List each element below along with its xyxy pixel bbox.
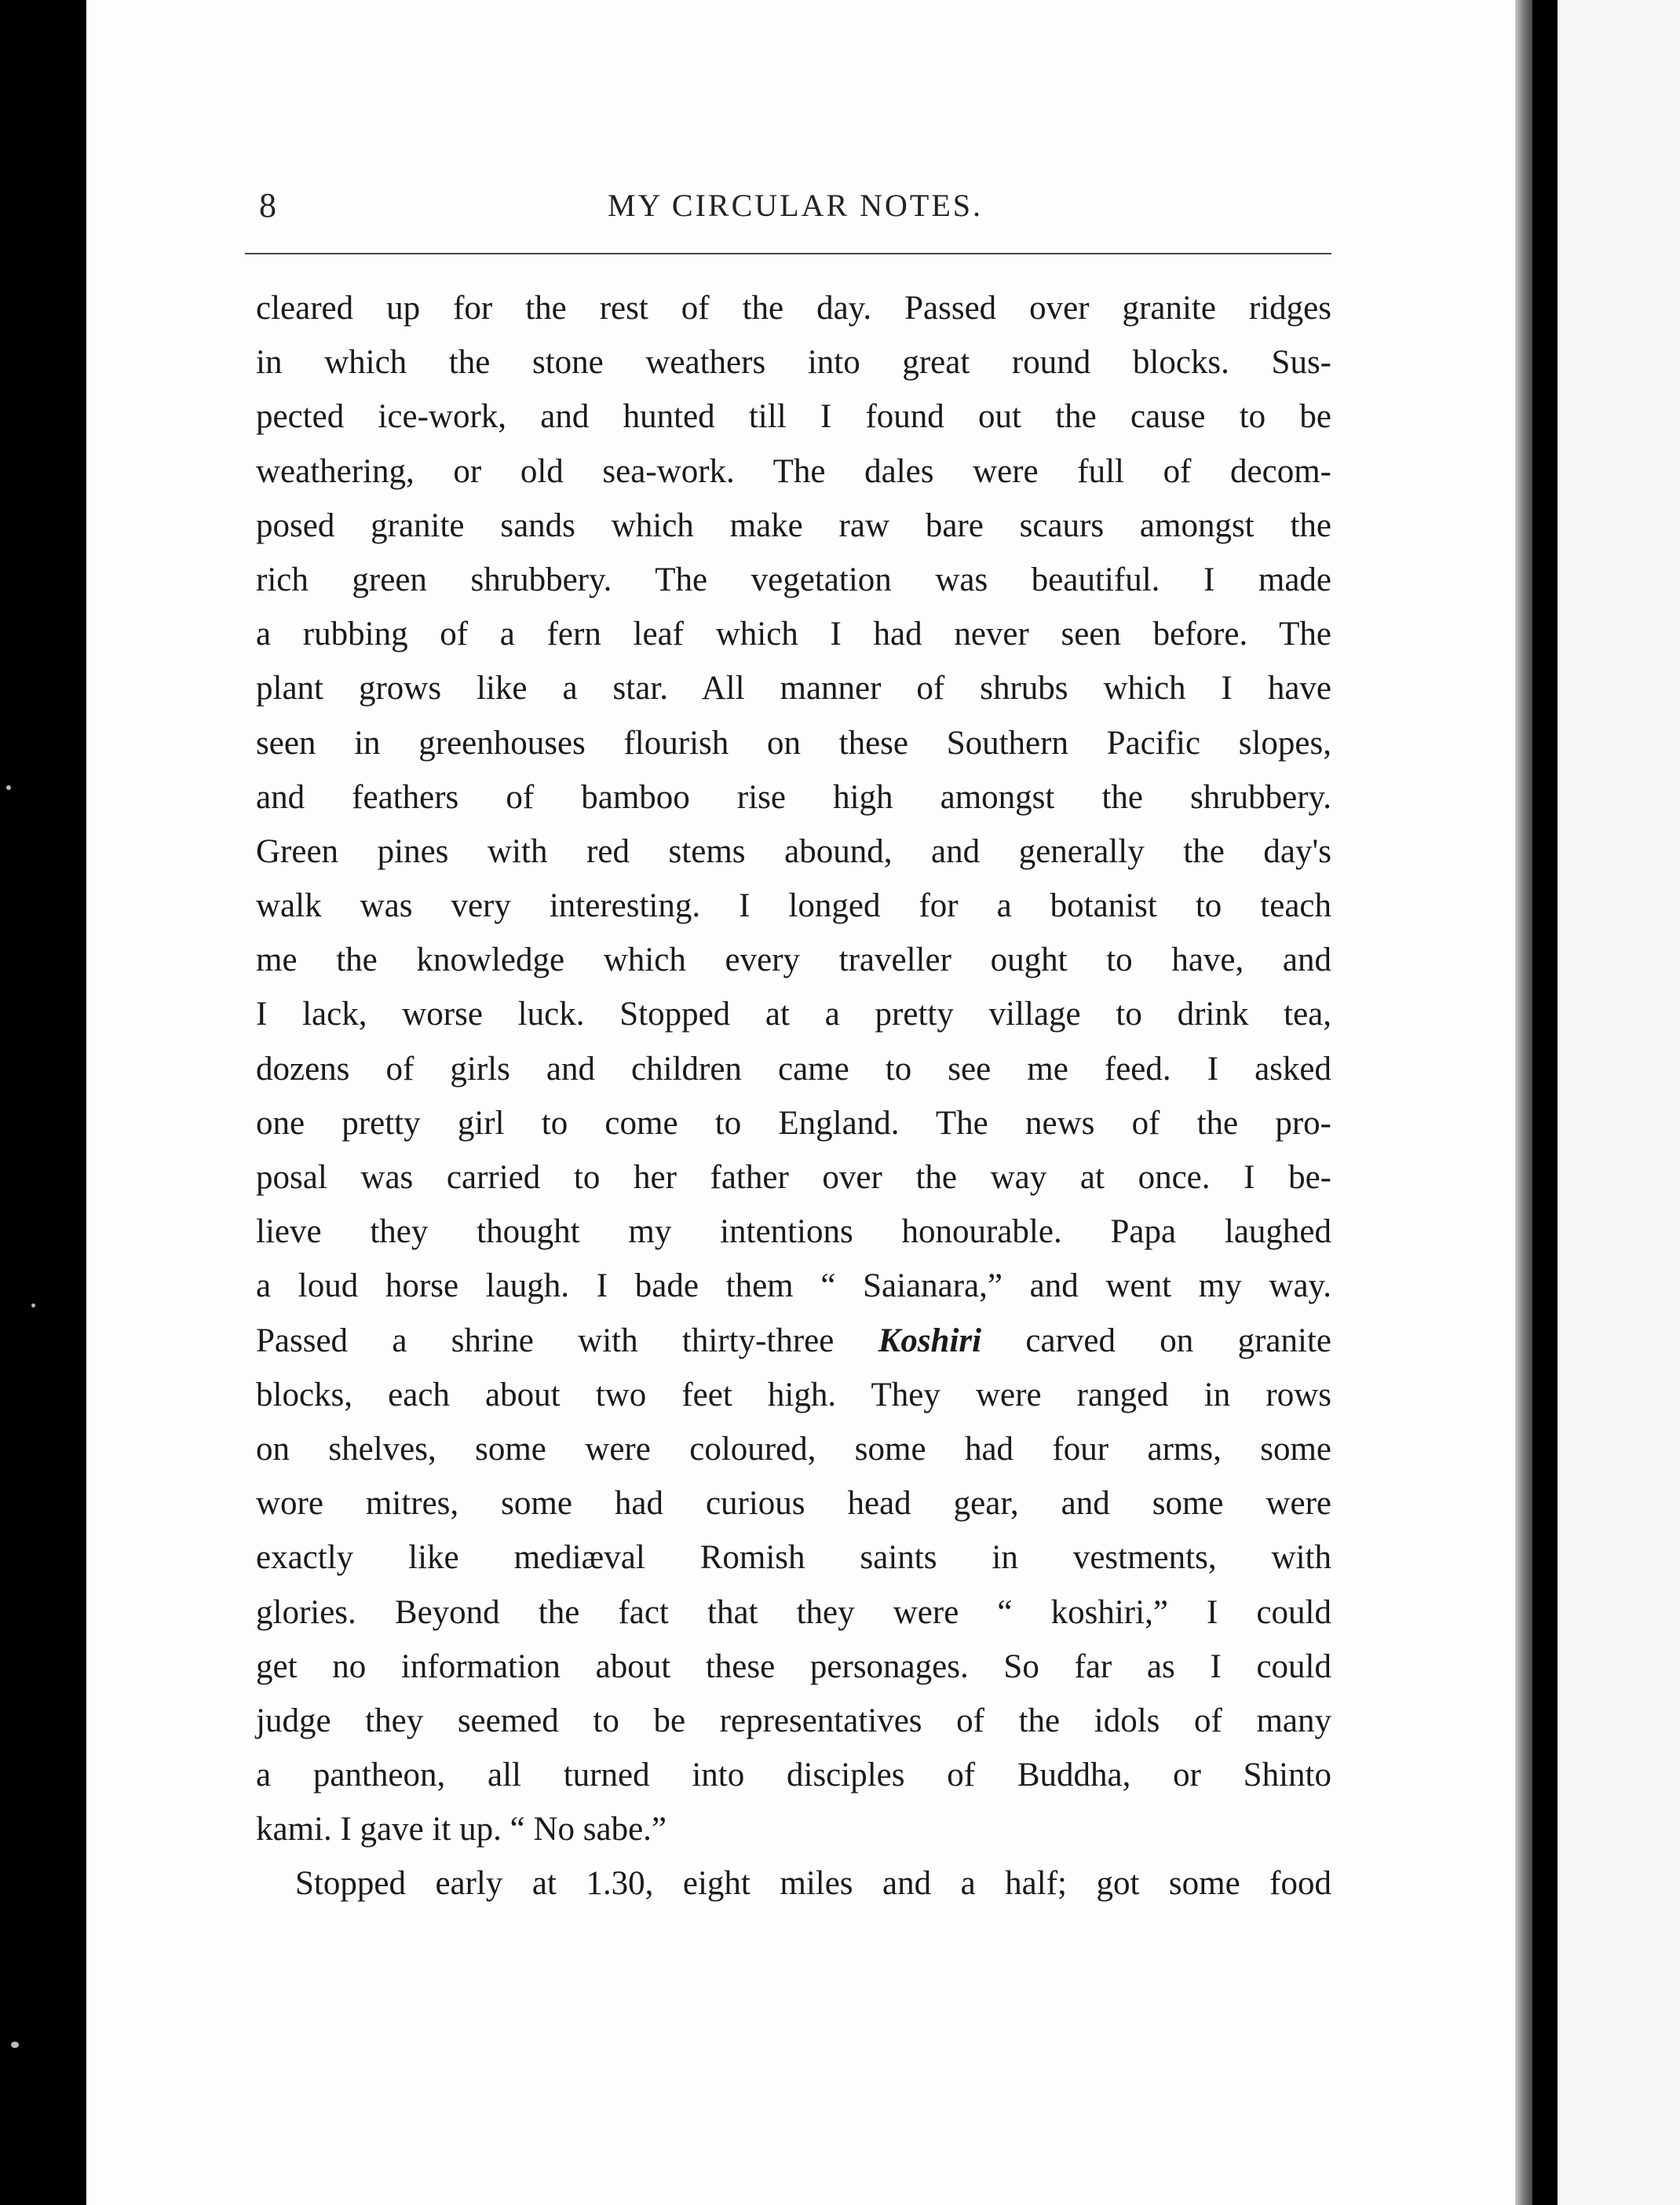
text-line: Stopped early at 1.30, eight miles and a half; got some food	[295, 1865, 1331, 1903]
text-line: a rubbing of a fern leaf which I had never seen before. The	[256, 616, 1331, 653]
text-line: on shelves, some were coloured, some had four arms, some	[256, 1430, 1331, 1468]
text-line: Green pines with red stems abound, and generally the day's	[256, 832, 1331, 870]
book-gutter	[1532, 0, 1558, 2205]
text-line: one pretty girl to come to England. The news of the pro-	[256, 1104, 1331, 1142]
text-line: I lack, worse luck. Stopped at a pretty village to drink tea,	[256, 996, 1331, 1033]
running-title: MY CIRCULAR NOTES.	[607, 188, 984, 223]
header-rule	[245, 253, 1331, 254]
text-line: pected ice-work, and hunted till I found out the cause to be	[256, 398, 1331, 436]
scan-speck	[11, 2042, 19, 2048]
text-line: weathering, or old sea-work. The dales were full of decom-	[256, 452, 1331, 490]
text-line: get no information about these personages. So far as I could	[256, 1647, 1331, 1685]
text-line: a pantheon, all turned into disciples of Buddha, or Shinto	[256, 1757, 1331, 1794]
text-line-with-italic	[256, 1314, 1331, 1368]
text-line: wore mitres, some had curious head gear, and some were	[256, 1485, 1331, 1523]
running-head	[259, 182, 1331, 229]
scan-left-margin	[0, 0, 86, 2205]
scan-speck	[6, 785, 11, 790]
text-run: Passed a shrine with thirty-three	[256, 1322, 878, 1359]
text-line: exactly like mediæval Romish saints in vestments, with	[256, 1539, 1331, 1577]
text-line: kami. I gave it up. “ No sabe.”	[256, 1811, 667, 1848]
text-run: carved on granite	[981, 1322, 1331, 1359]
body-text	[256, 281, 1331, 1911]
scan-speck	[31, 1304, 35, 1307]
text-line: lieve they thought my intentions honourable. Papa laughed	[256, 1213, 1331, 1251]
text-line: blocks, each about two feet high. They were ranged in rows	[256, 1376, 1331, 1413]
text-line: walk was very interesting. I longed for a botanist to teach	[256, 887, 1331, 925]
text-line: in which the stone weathers into great round blocks. Sus-	[256, 344, 1331, 382]
page-number: 8	[259, 186, 276, 225]
text-line: dozens of girls and children came to see me feed. I asked	[256, 1050, 1331, 1088]
text-line: glories. Beyond the fact that they were “ koshiri,” I could	[256, 1593, 1331, 1631]
text-line: judge they seemed to be representatives of the idols of many	[256, 1702, 1331, 1739]
page-edge-shadow	[1515, 0, 1532, 2205]
text-line: posed granite sands which make raw bare scaurs amongst the	[256, 506, 1331, 544]
text-line: plant grows like a star. All manner of shrubs which I have	[256, 670, 1331, 708]
text-line: seen in greenhouses flourish on these Southern Pacific slopes,	[256, 724, 1331, 762]
text-line: and feathers of bamboo rise high amongst the shrubbery.	[256, 778, 1331, 816]
text-line: rich green shrubbery. The vegetation was beautiful. I made	[256, 561, 1331, 598]
italic-word-koshiri: Koshiri	[878, 1322, 982, 1359]
text-line: cleared up for the rest of the day. Passed over granite ridges	[256, 290, 1331, 327]
text-line: posal was carried to her father over the way at once. I be-	[256, 1159, 1331, 1196]
text-line: a loud horse laugh. I bade them “ Saianara,” and went my way.	[256, 1267, 1331, 1305]
text-line: me the knowledge which every traveller ought to have, and	[256, 942, 1331, 979]
facing-page-edge	[1558, 0, 1680, 2205]
